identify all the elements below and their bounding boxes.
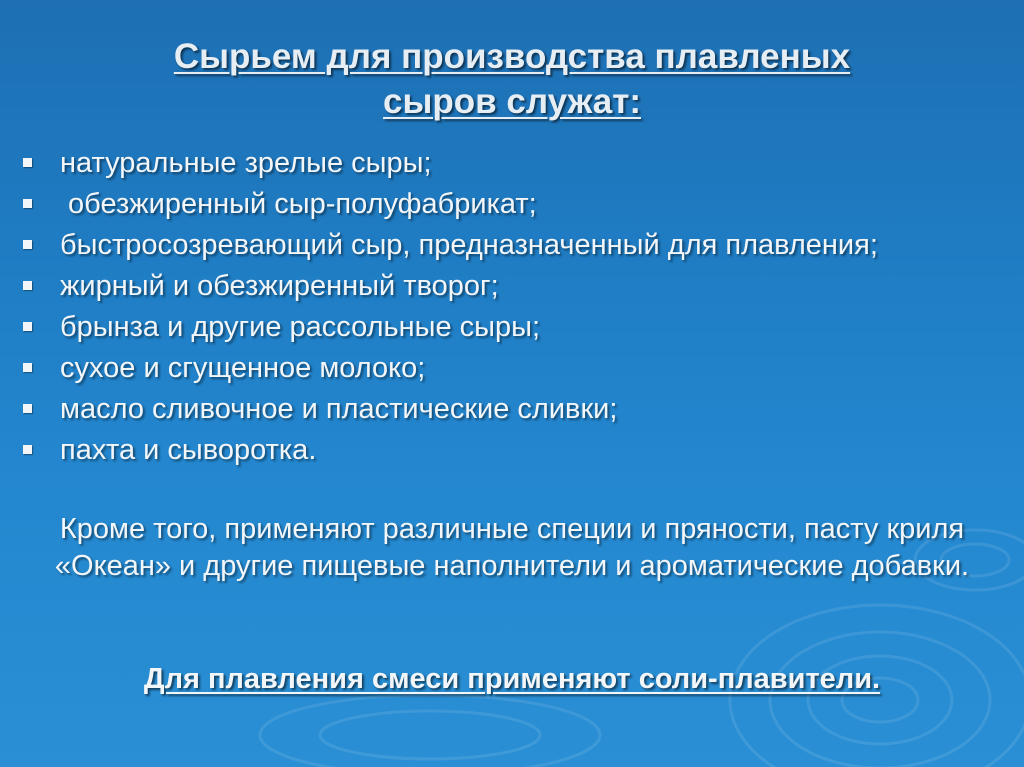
slide-title (0, 34, 1024, 124)
list-item-text: натуральные зрелые сыры; (60, 147, 432, 179)
square-bullet-icon (23, 158, 32, 167)
list-item-text: масло сливочное и пластические сливки; (60, 393, 618, 425)
list-item (0, 229, 1024, 262)
list-item-text: жирный и обезжиренный творог; (60, 270, 499, 302)
square-bullet-icon (23, 322, 32, 331)
list-item-text: пахта и сыворотка. (60, 434, 317, 466)
melting-salts-note: Для плавления смеси применяют соли-плавители. (143, 663, 881, 695)
slide-title-line-1: Сырьем для производства плавленых (173, 37, 851, 76)
list-item (0, 393, 1024, 426)
square-bullet-icon (23, 445, 32, 454)
list-item-text: сухое и сгущенное молоко; (60, 352, 426, 384)
raw-materials-list (0, 147, 1024, 475)
list-item (0, 311, 1024, 344)
square-bullet-icon (23, 240, 32, 249)
square-bullet-icon (23, 199, 32, 208)
slide-title-line-2: сыров служат: (383, 82, 641, 121)
list-item (0, 352, 1024, 385)
list-item (0, 270, 1024, 303)
list-item-text: быстросозревающий сыр, предназначенный для плавления; (60, 229, 878, 261)
list-item-text: обезжиренный сыр-полуфабрикат; (60, 188, 537, 220)
list-item (0, 434, 1024, 467)
additional-ingredients-text: Кроме того, применяют различные специи и пряности, пасту криля «Океан» и другие пищевые наполнители и ароматические добавки. (54, 513, 970, 582)
list-item-text: брынза и другие рассольные сыры; (60, 311, 541, 343)
list-item (0, 188, 1024, 221)
list-item (0, 147, 1024, 180)
square-bullet-icon (23, 404, 32, 413)
square-bullet-icon (23, 281, 32, 290)
square-bullet-icon (23, 363, 32, 372)
